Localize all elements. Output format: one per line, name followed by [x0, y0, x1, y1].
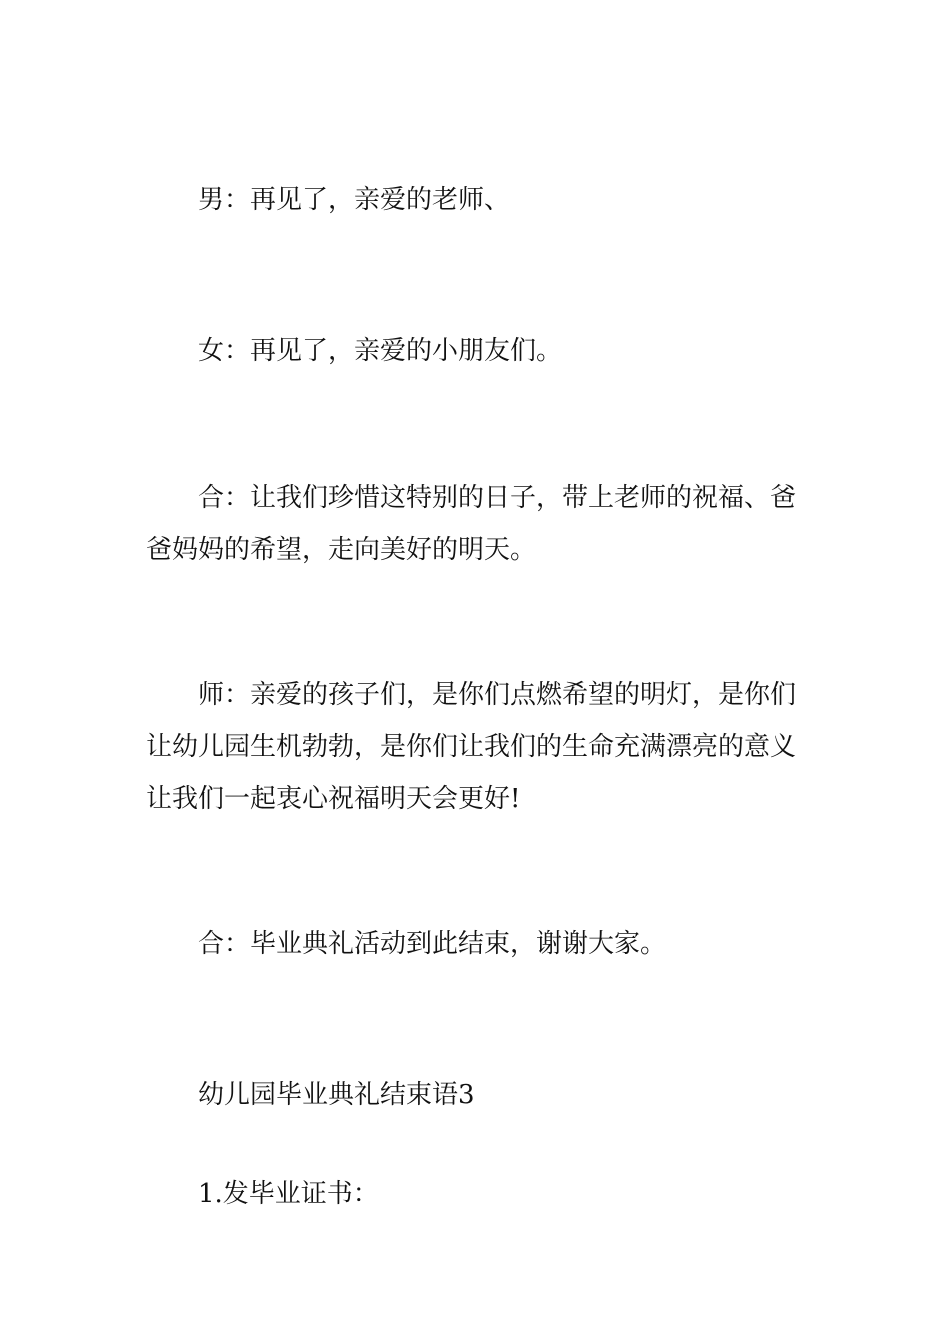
dialogue-line-male: 男：再见了，亲爱的老师、 [198, 185, 511, 215]
section-heading: 幼儿园毕业典礼结束语3 [198, 1080, 475, 1110]
dialogue-line-together: 合：让我们珍惜这特别的日子，带上老师的祝福、爸爸妈妈的希望，走向美好的明天。 [146, 483, 797, 565]
dialogue-line-female: 女：再见了，亲爱的小朋友们。 [198, 336, 563, 366]
dialogue-line-teacher: 师：亲爱的孩子们，是你们点燃希望的明灯，是你们让幼儿园生机勃勃，是你们让我们的生命充满漂亮的意义让我们一起衷心祝福明天会更好! [146, 680, 797, 814]
dialogue-line-closing: 合：毕业典礼活动到此结束，谢谢大家。 [198, 929, 667, 959]
list-item: 1.发毕业证书： [198, 1179, 379, 1209]
